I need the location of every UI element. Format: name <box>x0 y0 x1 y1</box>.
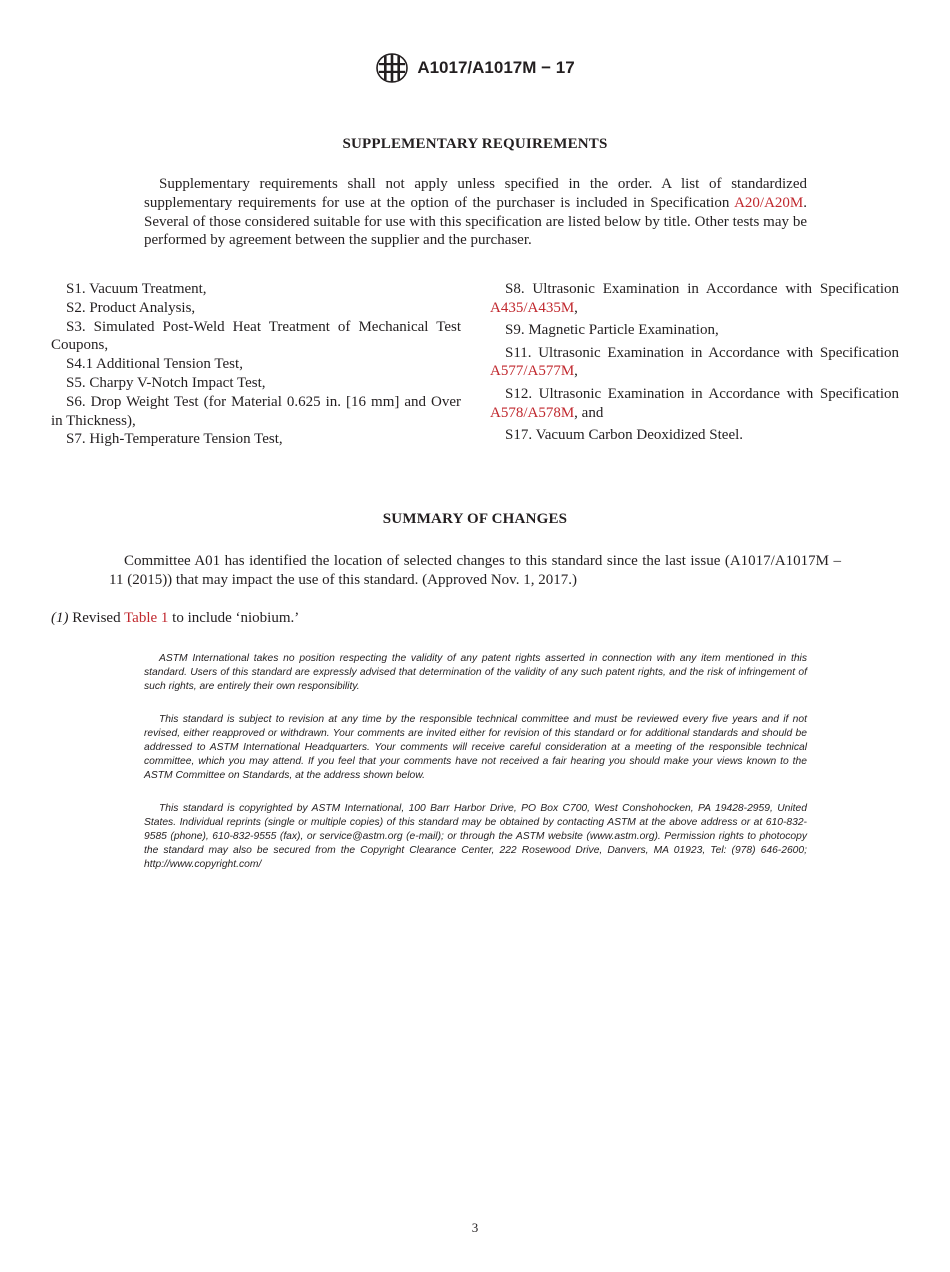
page-number: 3 <box>471 1220 479 1235</box>
list-item-text: S9. Magnetic Particle Examination, <box>505 322 719 339</box>
list-item <box>490 385 899 423</box>
list-item-suffix: , <box>574 299 578 316</box>
list-item-text: S8. Ultrasonic Examination in Accordance with Specification <box>505 281 899 297</box>
list-item <box>490 344 899 382</box>
link-a577[interactable]: A577/A577M <box>490 363 575 380</box>
change-text-1: Revised <box>68 610 125 626</box>
page-header <box>0 52 950 84</box>
list-item <box>490 280 899 318</box>
list-item <box>490 321 899 340</box>
supplementary-requirements-title: SUPPLEMENTARY REQUIREMENTS <box>342 136 608 152</box>
patent-notice: ASTM International takes no position respecting the validity of any patent rights asserted in connection with any item mentioned in this standard. Users of this standard are expressly advised that determination of the validity of any such patent rights, and the risk of infringement of such rights, are entirely their own responsibility. <box>144 653 807 692</box>
summary-of-changes-title: SUMMARY OF CHANGES <box>382 511 568 527</box>
list-item: S7. High-Temperature Tension Test, <box>66 431 283 448</box>
supplementary-list-right <box>490 280 899 448</box>
copyright-notice: This standard is copyrighted by ASTM International, 100 Barr Harbor Drive, PO Box C700, West Conshohocken, PA 19428-2959, United States. Individual reprints (single or multiple copies) of this standard may be obtained by contacting ASTM at the above address or at 610-832-9585 (phone), 610-832-9555 (fax), or service@astm.org (e-mail); or through the ASTM website (www.astm.org). Permission rights to photocopy the standard may also be secured from the Copyright Clearance Center, 222 Rosewood Drive, Danvers, MA 01923, Tel: (978) 646-2600; http://www.copyright.com/ <box>144 803 807 870</box>
revision-notice: This standard is subject to revision at any time by the responsible technical committee and must be reviewed every five years and if not revised, either reapproved or withdrawn. Your comments are invited either for revision of this standard or for additional standards and should be addressed to ASTM International Headquarters. Your comments will receive careful consideration at a meeting of the responsible technical committee, which you may attend. If you feel that your comments have not received a fair hearing you should make your views known to the ASTM Committee on Standards, at the address shown below. <box>144 714 807 781</box>
list-item: S2. Product Analysis, <box>66 299 196 316</box>
link-table-1[interactable]: Table 1 <box>124 610 169 626</box>
list-item: S3. Simulated Post-Weld Heat Treatment of Mechanical Test Coupons, <box>51 318 461 354</box>
list-item: S6. Drop Weight Test (for Material 0.625 in. [16 mm] and Over in Thickness), <box>51 393 461 429</box>
list-item-text: S17. Vacuum Carbon Deoxidized Steel. <box>505 426 744 443</box>
list-item-suffix: , <box>574 363 578 380</box>
supplementary-intro-text-1: Supplementary requirements shall not apply unless specified in the order. A list of standardized supplementary requirements for use at the option of the purchaser is included in Specification <box>144 176 807 211</box>
list-item: S1. Vacuum Treatment, <box>66 281 207 297</box>
list-item-text: S12. Ultrasonic Examination in Accordance with Specification <box>505 385 899 402</box>
list-item: S5. Charpy V-Notch Impact Test, <box>66 374 266 391</box>
list-item <box>490 426 899 445</box>
list-item: S4.1 Additional Tension Test, <box>66 356 243 373</box>
supplementary-list-left <box>51 280 461 449</box>
change-text-2: to include ‘niobium.’ <box>168 610 300 626</box>
change-number: (1) <box>51 610 69 626</box>
list-item-suffix: , and <box>574 404 604 421</box>
supplementary-intro-text-2: . Several of those considered suitable for use with this specification are listed below by title. Other tests may be performed by agreement between the supplier and the purchaser. <box>144 194 807 249</box>
link-a435[interactable]: A435/A435M <box>490 299 575 316</box>
change-item <box>51 610 299 627</box>
astm-logo-icon <box>375 52 409 84</box>
list-item-text: S11. Ultrasonic Examination in Accordance with Specification <box>505 344 899 361</box>
link-a578[interactable]: A578/A578M <box>490 404 575 421</box>
document-code: A1017/A1017M − 17 <box>417 58 575 77</box>
supplementary-intro <box>144 175 807 250</box>
summary-intro: Committee A01 has identified the location of selected changes to this standard since the last issue (A1017/A1017M – 11 (2015)) that may impact the use of this standard. (Approved Nov. 1, 2017.) <box>109 553 841 588</box>
link-a20[interactable]: A20/A20M <box>734 194 804 211</box>
